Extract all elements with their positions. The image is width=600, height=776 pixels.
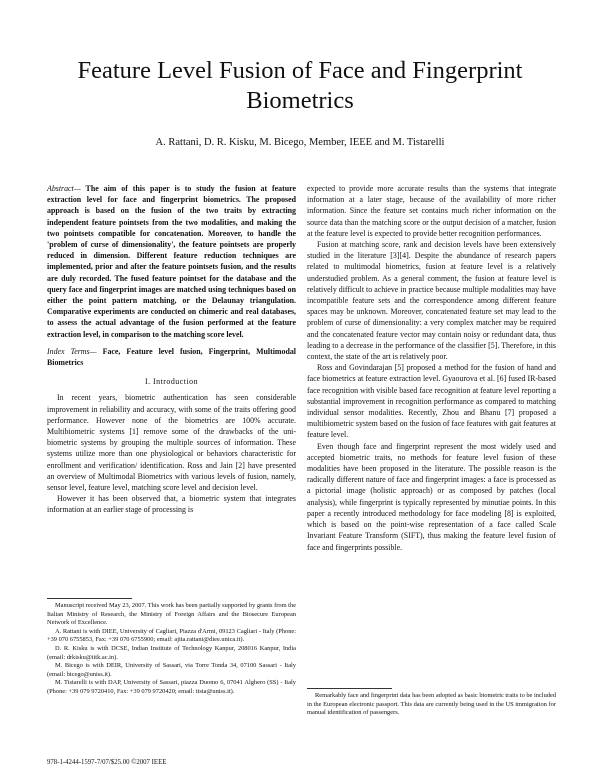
body-paragraph: Even though face and fingerprint represent the most widely used and accepted biometric traits, no methods for feature level fusion of these modalities have been proposed in the literature. The possible reason is the radically different nature of face and fingerprint images: a face is processed as a pictorial image (holistic approach) or as composed by patches (local analysis), while fingerprint is typically represented by minutiae points. In this paper a recently introduced methodology for face modeling [8] is exploited, which is based on the point-wise representation of a face called Scale Invariant Feature Transform (SIFT), thus making the feature level fusion of face and fingerprints possible. — [307, 441, 556, 552]
footnote: D. R. Kisku is with DCSE, Indian Institute of Technology Kanpur, 208016 Kanpur, India (email: drkisku@iitk.ac.in). — [47, 644, 296, 661]
footnote: M. Tistarelli is with DAP, University of Sassari, piazza Duomo 6, 07041 Alghero (SS) - Italy (Phone: +39 079 9720410, Fax: +39 079 9720420; email: tista@uniss.it). — [47, 679, 296, 695]
body-paragraph: expected to provide more accurate results than the systems that integrate information at a later stage, because of the availability of more richer information. Since the feature set contains much richer information on the source data than the matching score or the output decision of a matcher, fusion at the feature level is expected to provide better recognition performances. — [307, 184, 556, 238]
author-footnotes — [47, 602, 296, 697]
footnote-divider — [307, 688, 392, 689]
body-paragraph: However it has been observed that, a biometric system that integrates information at an earlier stage of processing is — [47, 494, 296, 515]
abstract-label: Abstract— — [47, 184, 81, 193]
authors-line: A. Rattani, D. R. Kisku, M. Bicego, Member, IEEE and M. Tistarelli — [155, 137, 445, 148]
footnote: M. Bicego is with DEIR, University of Sassari, via Torre Tonda 34, 07100 Sassari - Italy (email: bicego@uniss.it). — [47, 662, 296, 678]
passport-footnote: Remarkably face and fingerprint data has been adopted as basic biometric traits to be included in the European electronic passport. This data are currently being used in the US immigration for manual identification of passengers. — [307, 692, 556, 717]
paper-title: Feature Level Fusion of Face and Fingerprint Biometrics — [77, 57, 523, 114]
body-paragraph: Fusion at matching score, rank and decision levels have been extensively studied in the literature [3][4]. Despite the abundance of research papers related to multimodal biometrics, fusion at feature level is a relatively understudied problem. As a general comment, the fusion at feature level is relatively difficult to achieve in practice because multiple modalities may have incompatible feature sets and the correspondence among different feature spaces may be unknown. Moreover, concatenated feature set may lead to the problem of curse of dimensionality: a very complex matcher may be required and the concatenated feature vector may contain noisy or redundant data, thus leading to a decrease in the performance of the classifier [5]. Therefore, in this context, the state of the art is relatively poor. — [307, 240, 556, 362]
abstract — [47, 183, 296, 340]
isbn-footer: 978-1-4244-1597-7/07/$25.00 ©2007 IEEE — [47, 759, 167, 766]
body-paragraph: Ross and Govindarajan [5] proposed a method for the fusion of hand and face biometrics at feature extraction level. Gyaourova et al. [6] fused IR-based face recognition with visible based face recognition at feature level reporting a substantial improvement in recognition performance as compared to matching individual sensor modalities. Recently, Zhou and Bhanu [7] proposed a multibiometric system based on the fusion of face features with gait features at feature level. — [307, 363, 556, 440]
left-column — [47, 183, 296, 516]
index-terms-text: Face, Feature level fusion, Fingerprint, Multimodal Biometrics — [47, 346, 296, 368]
right-column — [307, 183, 556, 553]
index-terms — [47, 346, 296, 368]
footnote: A. Rattani is with DIEE, University of Cagliari, Piazza d'Armi, 09123 Cagliari - Italy (Phone: +39 070 6755853, Fax: +39 070 6755900; email: ajita.rattani@diee.unica.it). — [47, 627, 296, 644]
footnote: Manuscript received May 23, 2007. This work has been partially supported by grants from the Italian Ministry of Research, the Ministry of Foreign Affairs and the Biosecure European Network of Excellence. — [47, 602, 296, 627]
section-heading-introduction: I. Introduction — [144, 377, 199, 387]
index-terms-label: Index Terms— — [47, 346, 97, 356]
abstract-text: The aim of this paper is to study the fusion at feature extraction level for face and fingerprint biometrics. The proposed approach is based on the fusion of the two traits by extracting independent feature pointsets from the two modalities, and making the two pointsets compatible for concatenation. Moreover, to handle the 'problem of curse of dimensionality', the feature pointsets are properly reduced in dimension. Different feature reduction techniques are implemented, prior and after the feature pointsets fusion, and the results are duly recorded. The fused feature pointset for the database and the query face and fingerprint images are matched using techniques based on either the point pattern matching, or the Delaunay triangulation. Comparative experiments are conducted on chimeric and real databases, to assess the actual advantage of the fusion performed at the feature extraction level, in comparison to the matching score level. — [47, 184, 296, 339]
footnote-divider — [47, 598, 132, 599]
body-paragraph: In recent years, biometric authentication has seen considerable improvement in reliability and accuracy, with some of the traits offering good performance. However none of the biometrics are 100% accurate. Multibiometric systems [1] remove some of the drawbacks of the uni-biometric systems by grouping the multiple sources of information. These systems utilize more than one physiological or behaviors characteristic for enrollment and verification/ identification. Ross and Jain [2] have presented an overview of Multimodal Biometrics with various levels of fusion, namely, sensor level, feature level, matching score level and decision level. — [47, 393, 296, 493]
